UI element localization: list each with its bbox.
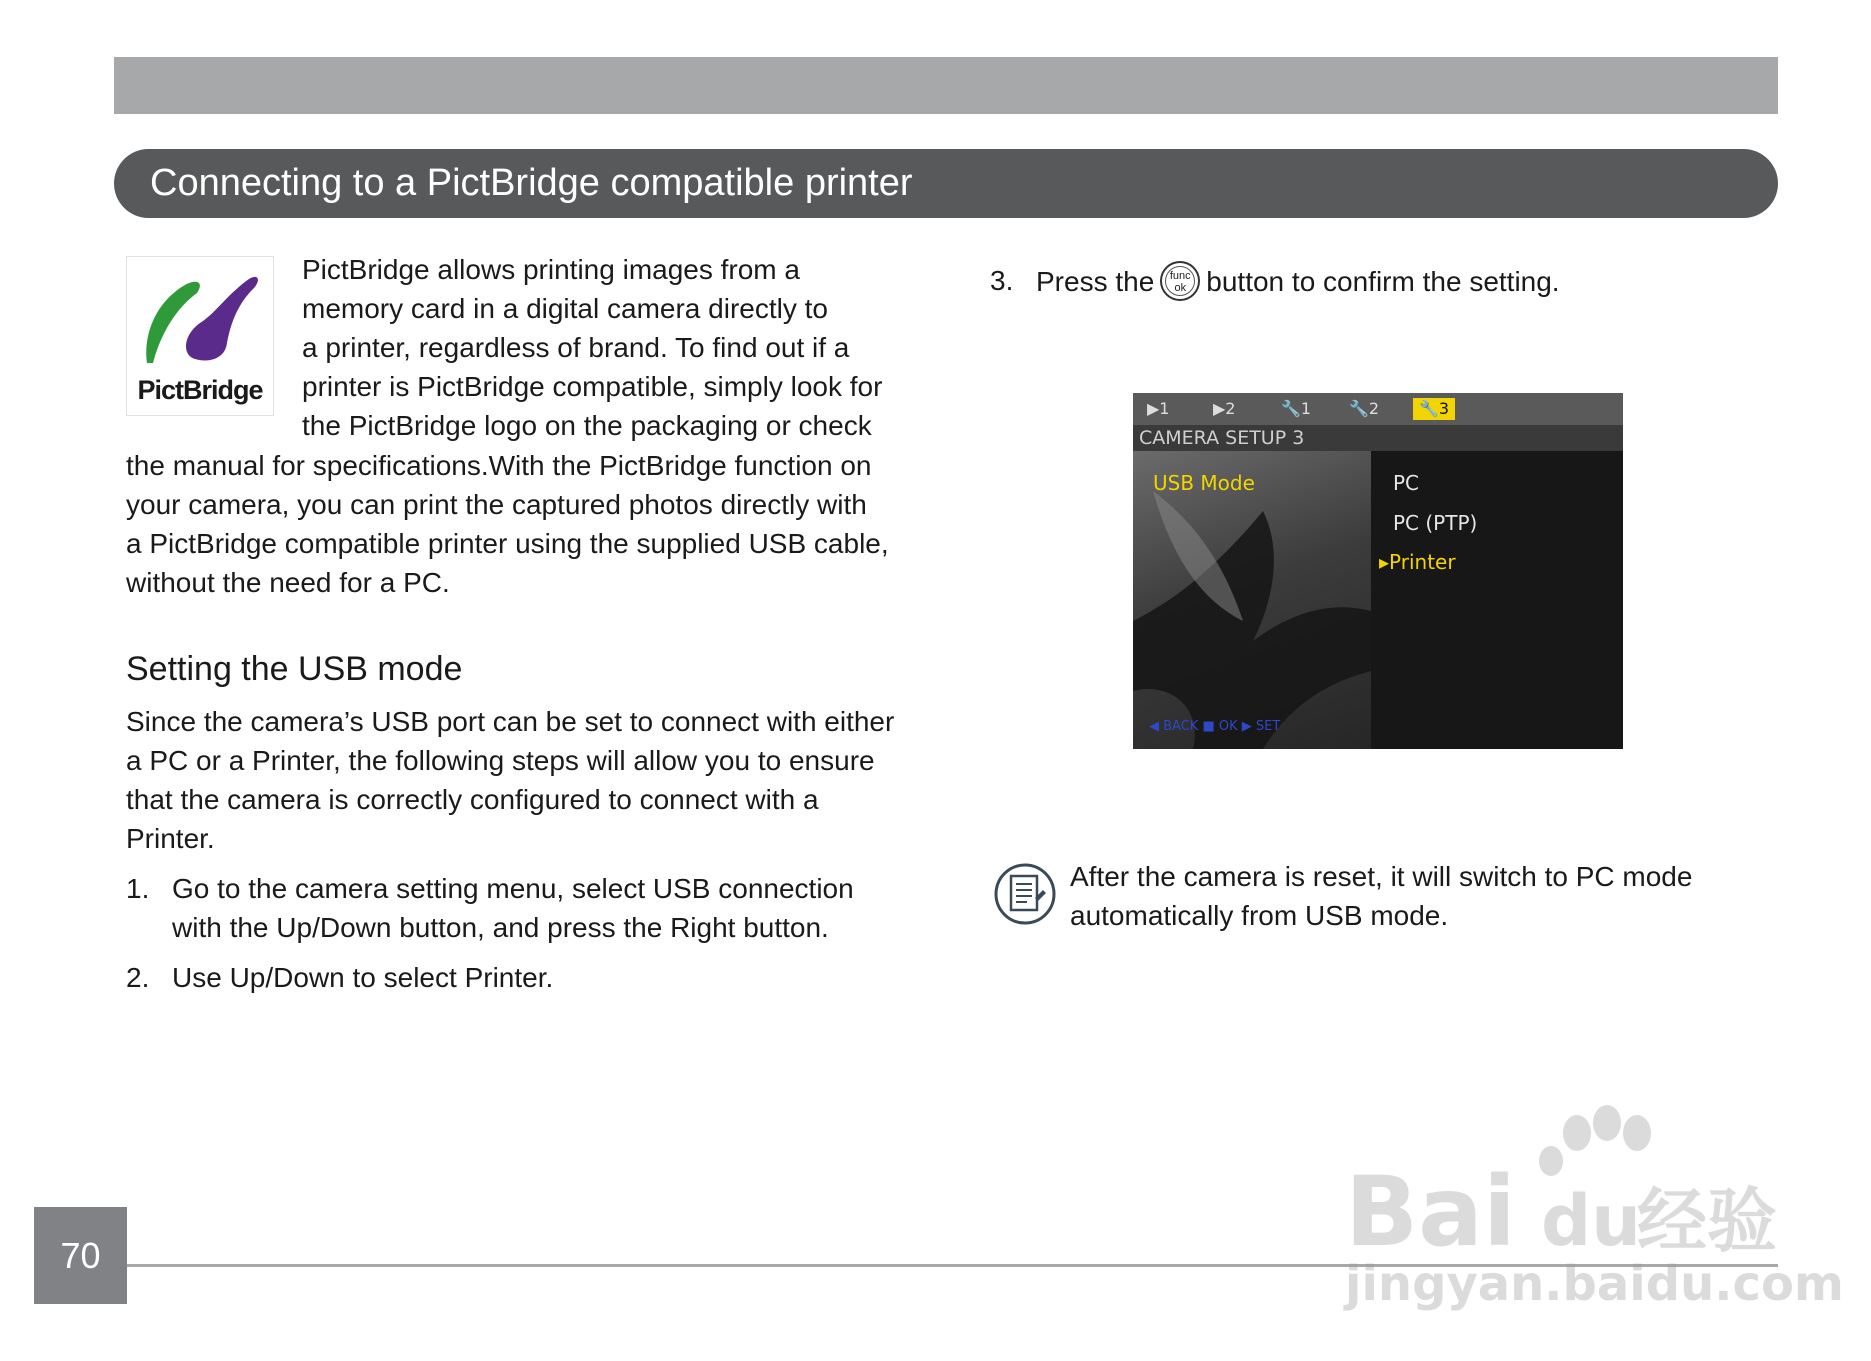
intro-paragraph-full [126,446,906,602]
camera-menu-title: CAMERA SETUP 3 [1133,425,1623,451]
section-heading: Setting the USB mode [126,650,463,688]
camera-tab-active: 🔧3 [1413,398,1455,420]
func-ok-button-icon [1160,261,1200,301]
watermark-text: du [1541,1180,1641,1262]
camera-tab: ▶1 [1147,399,1170,418]
camera-setting-label: USB Mode [1153,471,1255,495]
page-title: Connecting to a PictBridge compatible printer [114,149,1778,218]
usb-line: that the camera is correctly configured to connect with a [126,784,819,815]
logo-text: PictBridge [137,375,263,405]
usb-mode-paragraph [126,702,906,858]
step-text-after: button to confirm the setting. [1206,265,1560,297]
usb-line: Since the camera’s USB port can be set to connect with either [126,706,895,737]
intro-line: a printer, regardless of brand. To find out if a [302,332,850,363]
step-line: Go to the camera setting menu, select USB connection [172,873,854,904]
watermark-text: 经验 [1637,1180,1777,1262]
camera-tab: 🔧2 [1349,399,1380,418]
camera-menu-tabs [1133,393,1623,425]
camera-options-panel [1371,451,1623,749]
camera-option: PC [1393,471,1420,495]
camera-screen-image [1133,393,1623,749]
baidu-watermark-logo [1345,1095,1844,1315]
step-text [172,869,854,947]
pictbridge-logo-icon [133,263,267,375]
ok-label: ok [1174,282,1187,294]
watermark-text: jingyan.baidu.com [1345,1256,1844,1312]
step-text [1036,261,1560,301]
camera-tab: 🔧1 [1281,399,1312,418]
note-line: After the camera is reset, it will switch to PC mode [1070,861,1693,892]
note-icon [993,862,1057,926]
step-number: 1. [126,873,150,904]
page-number: 70 [34,1207,127,1304]
intro-line: PictBridge allows printing images from a [302,254,800,285]
usb-line: Printer. [126,823,215,854]
flower-silhouette-icon [1133,451,1371,749]
top-decorative-bar [114,57,1778,114]
camera-footer-hints: ◀ BACK ■ OK ▶ SET [1149,719,1281,734]
step-line: Use Up/Down to select Printer. [172,962,554,993]
intro-line: your camera, you can print the captured photos directly with [126,489,867,520]
camera-option-selected: ▸Printer [1379,550,1456,574]
intro-line: a PictBridge compatible printer using the supplied USB cable, [126,528,889,559]
camera-option: PC (PTP) [1393,511,1478,535]
intro-paragraph-right [302,250,902,445]
intro-line: printer is PictBridge compatible, simply look for [302,371,883,402]
step-number: 3. [990,265,1014,296]
note-text [1070,857,1770,935]
step-text-before: Press the [1036,265,1155,297]
pictbridge-logo [126,256,274,416]
intro-line: memory card in a digital camera directly to [302,293,828,324]
note-line: automatically from USB mode. [1070,900,1449,931]
usb-line: a PC or a Printer, the following steps will allow you to ensure [126,745,875,776]
camera-tab: ▶2 [1213,399,1236,418]
intro-line: without the need for a PC. [126,567,450,598]
step-line: with the Up/Down button, and press the Right button. [172,912,829,943]
camera-screen-background [1133,451,1371,749]
step-text [172,958,553,997]
step-number: 2. [126,962,150,993]
watermark-text: Bai [1345,1156,1516,1268]
intro-line: the PictBridge logo on the packaging or check [302,410,872,441]
intro-line: the manual for specifications.With the PictBridge function on [126,450,872,481]
func-label: func [1169,270,1191,282]
